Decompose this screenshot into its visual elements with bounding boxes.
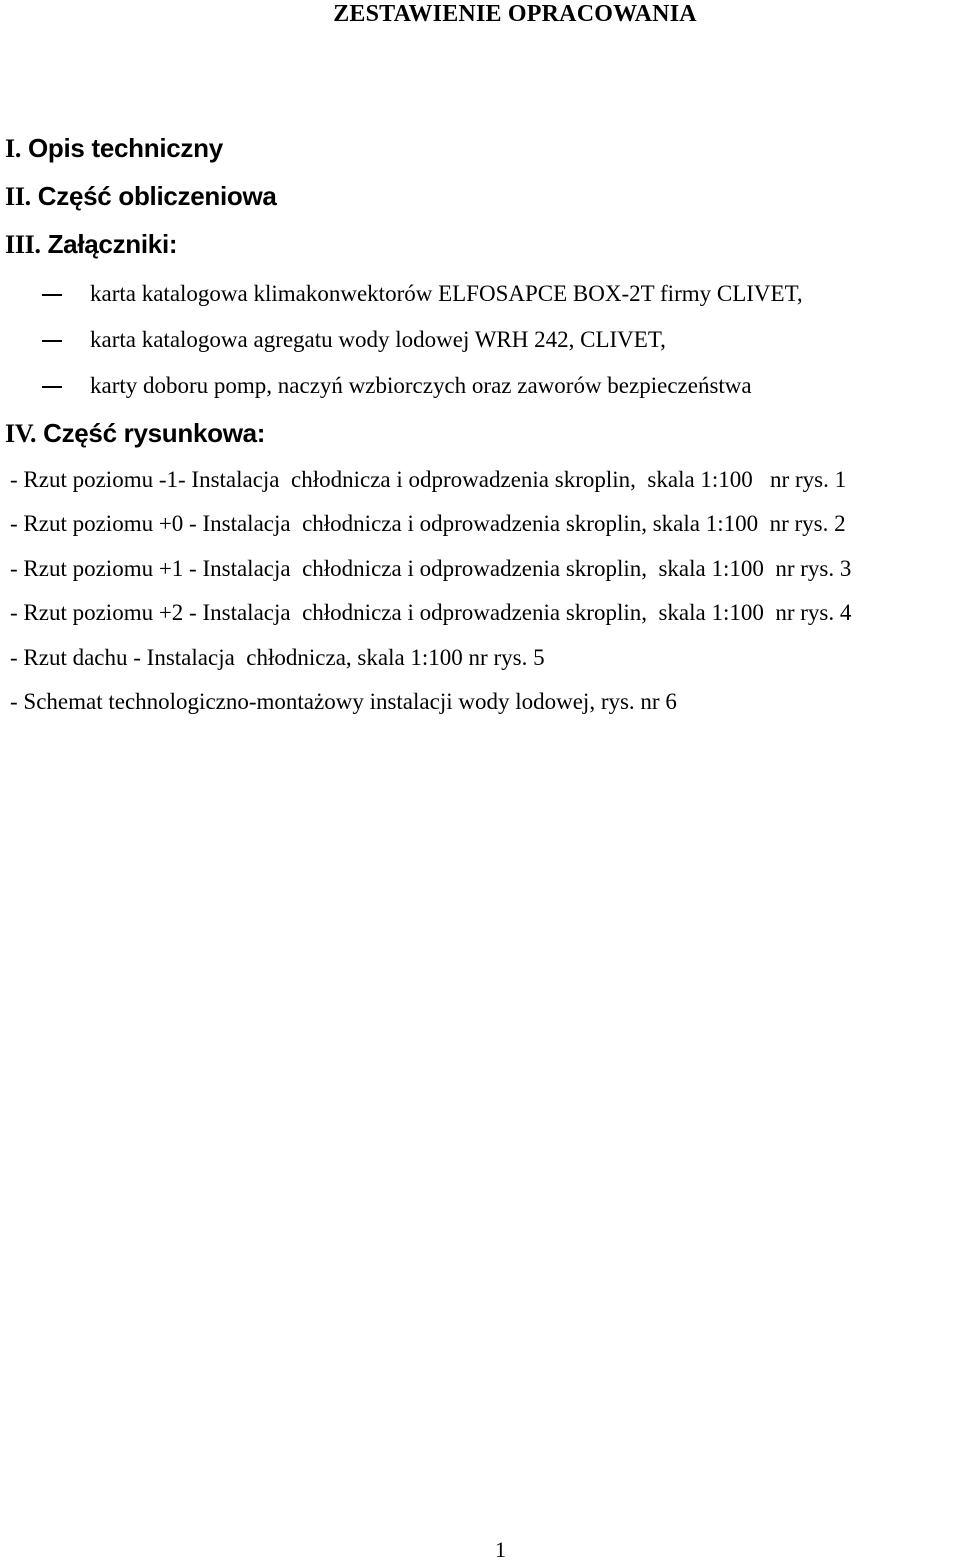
dash-bullet-icon [42, 294, 62, 296]
attachment-item [42, 279, 942, 309]
section-number: III. [5, 230, 41, 259]
section-opis-techniczny [5, 133, 223, 164]
attachment-text: karty doboru pomp, naczyń wzbiorczych oraz zaworów bezpieczeństwa [90, 373, 752, 398]
drawing-item: - Rzut poziomu -1- Instalacja chłodnicza i odprowadzenia skroplin, skala 1:100 nr rys. 1 [10, 467, 847, 492]
attachment-item [42, 371, 942, 401]
drawing-item: - Rzut dachu - Instalacja chłodnicza, skala 1:100 nr rys. 5 [10, 645, 545, 670]
section-zalaczniki [5, 229, 177, 260]
section-label: Część obliczeniowa [37, 181, 277, 211]
section-number: IV. [5, 419, 37, 448]
drawing-item: - Rzut poziomu +0 - Instalacja chłodnicza i odprowadzenia skroplin, skala 1:100 nr rys. 2 [10, 511, 846, 536]
section-czesc-obliczeniowa [5, 181, 277, 212]
attachment-text: karta katalogowa agregatu wody lodowej WRH 242, CLIVET, [90, 327, 666, 352]
section-label: Część rysunkowa: [43, 418, 266, 448]
section-label: Opis techniczny [27, 133, 223, 163]
drawing-item: - Rzut poziomu +2 - Instalacja chłodnicza i odprowadzenia skroplin, skala 1:100 nr rys. 4 [10, 600, 852, 625]
drawing-item: - Rzut poziomu +1 - Instalacja chłodnicza i odprowadzenia skroplin, skala 1:100 nr rys. 3 [10, 556, 852, 581]
page-number: 1 [495, 1537, 506, 1562]
section-label: Załączniki: [47, 229, 178, 259]
section-number: I. [5, 134, 22, 163]
section-number: II. [5, 182, 31, 211]
document-title: ZESTAWIENIE OPRACOWANIA [333, 1, 697, 27]
section-czesc-rysunkowa [5, 418, 265, 449]
attachment-text: karta katalogowa klimakonwektorów ELFOSAPCE BOX-2T firmy CLIVET, [90, 281, 803, 306]
dash-bullet-icon [42, 386, 62, 388]
drawing-item: - Schemat technologiczno-montażowy instalacji wody lodowej, rys. nr 6 [10, 689, 677, 714]
dash-bullet-icon [42, 340, 62, 342]
attachment-item [42, 325, 942, 355]
